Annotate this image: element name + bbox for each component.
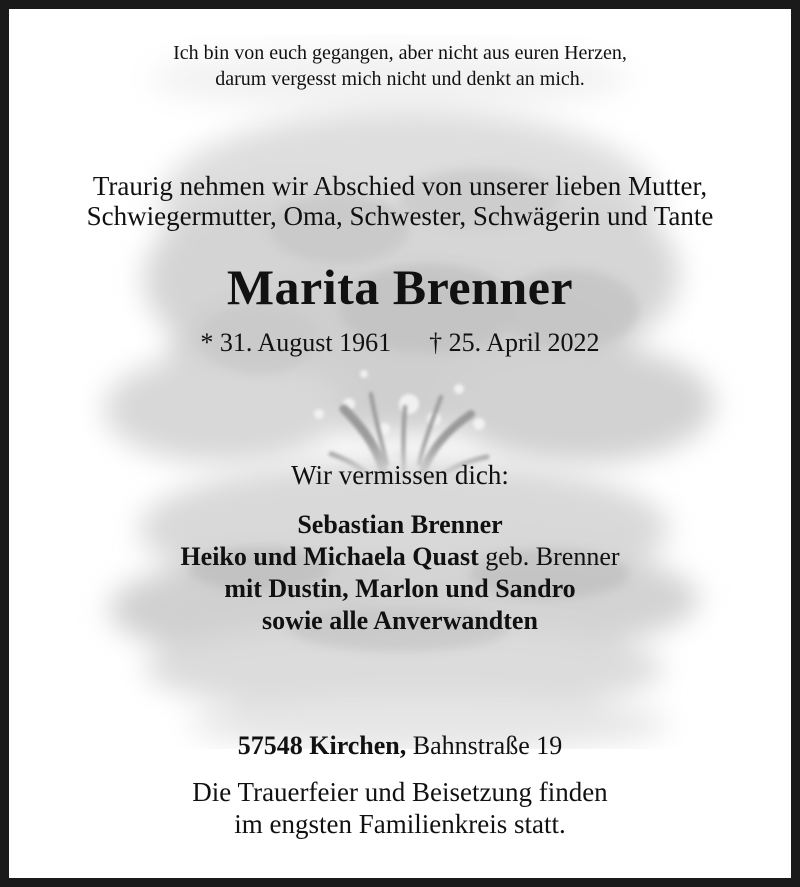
- mourner-maiden-name: geb. Brenner: [478, 542, 620, 571]
- mourner-name-2: Heiko und Michaela Quast: [180, 542, 479, 571]
- deceased-name: Marita Brenner: [226, 259, 574, 315]
- funeral-note-line-1: Die Trauerfeier und Beisetzung finden: [192, 777, 608, 807]
- address-line: [9, 731, 791, 761]
- address-city: 57548 Kirchen,: [237, 731, 407, 760]
- death-date: † 25. April 2022: [429, 328, 600, 357]
- motto-line-2: darum vergesst mich nicht und denkt an mich.: [215, 68, 585, 90]
- mourner-line-2: [9, 541, 791, 572]
- mourner-line-3: [9, 573, 791, 604]
- address-street: Bahnstraße 19: [406, 731, 563, 760]
- funeral-note-line-2: im engsten Familienkreis statt.: [234, 809, 566, 839]
- mourner-relatives: sowie alle Anverwandten: [262, 606, 538, 635]
- birth-date: * 31. August 1961: [200, 328, 392, 357]
- mourner-line-1: [9, 509, 791, 540]
- mourners-heading: Wir vermissen dich:: [291, 460, 509, 490]
- life-dates: [9, 328, 791, 358]
- intro-line-1: Traurig nehmen wir Abschied von unserer lieben Mutter,: [92, 171, 708, 201]
- intro-line-2: Schwiegermutter, Oma, Schwester, Schwägerin und Tante: [86, 201, 714, 231]
- mourner-name-1: Sebastian Brenner: [297, 510, 503, 539]
- mourner-line-4: [9, 605, 791, 636]
- mourner-grandchildren: mit Dustin, Marlon und Sandro: [224, 574, 576, 603]
- motto-line-1: Ich bin von euch gegangen, aber nicht aus euren Herzen,: [173, 42, 627, 64]
